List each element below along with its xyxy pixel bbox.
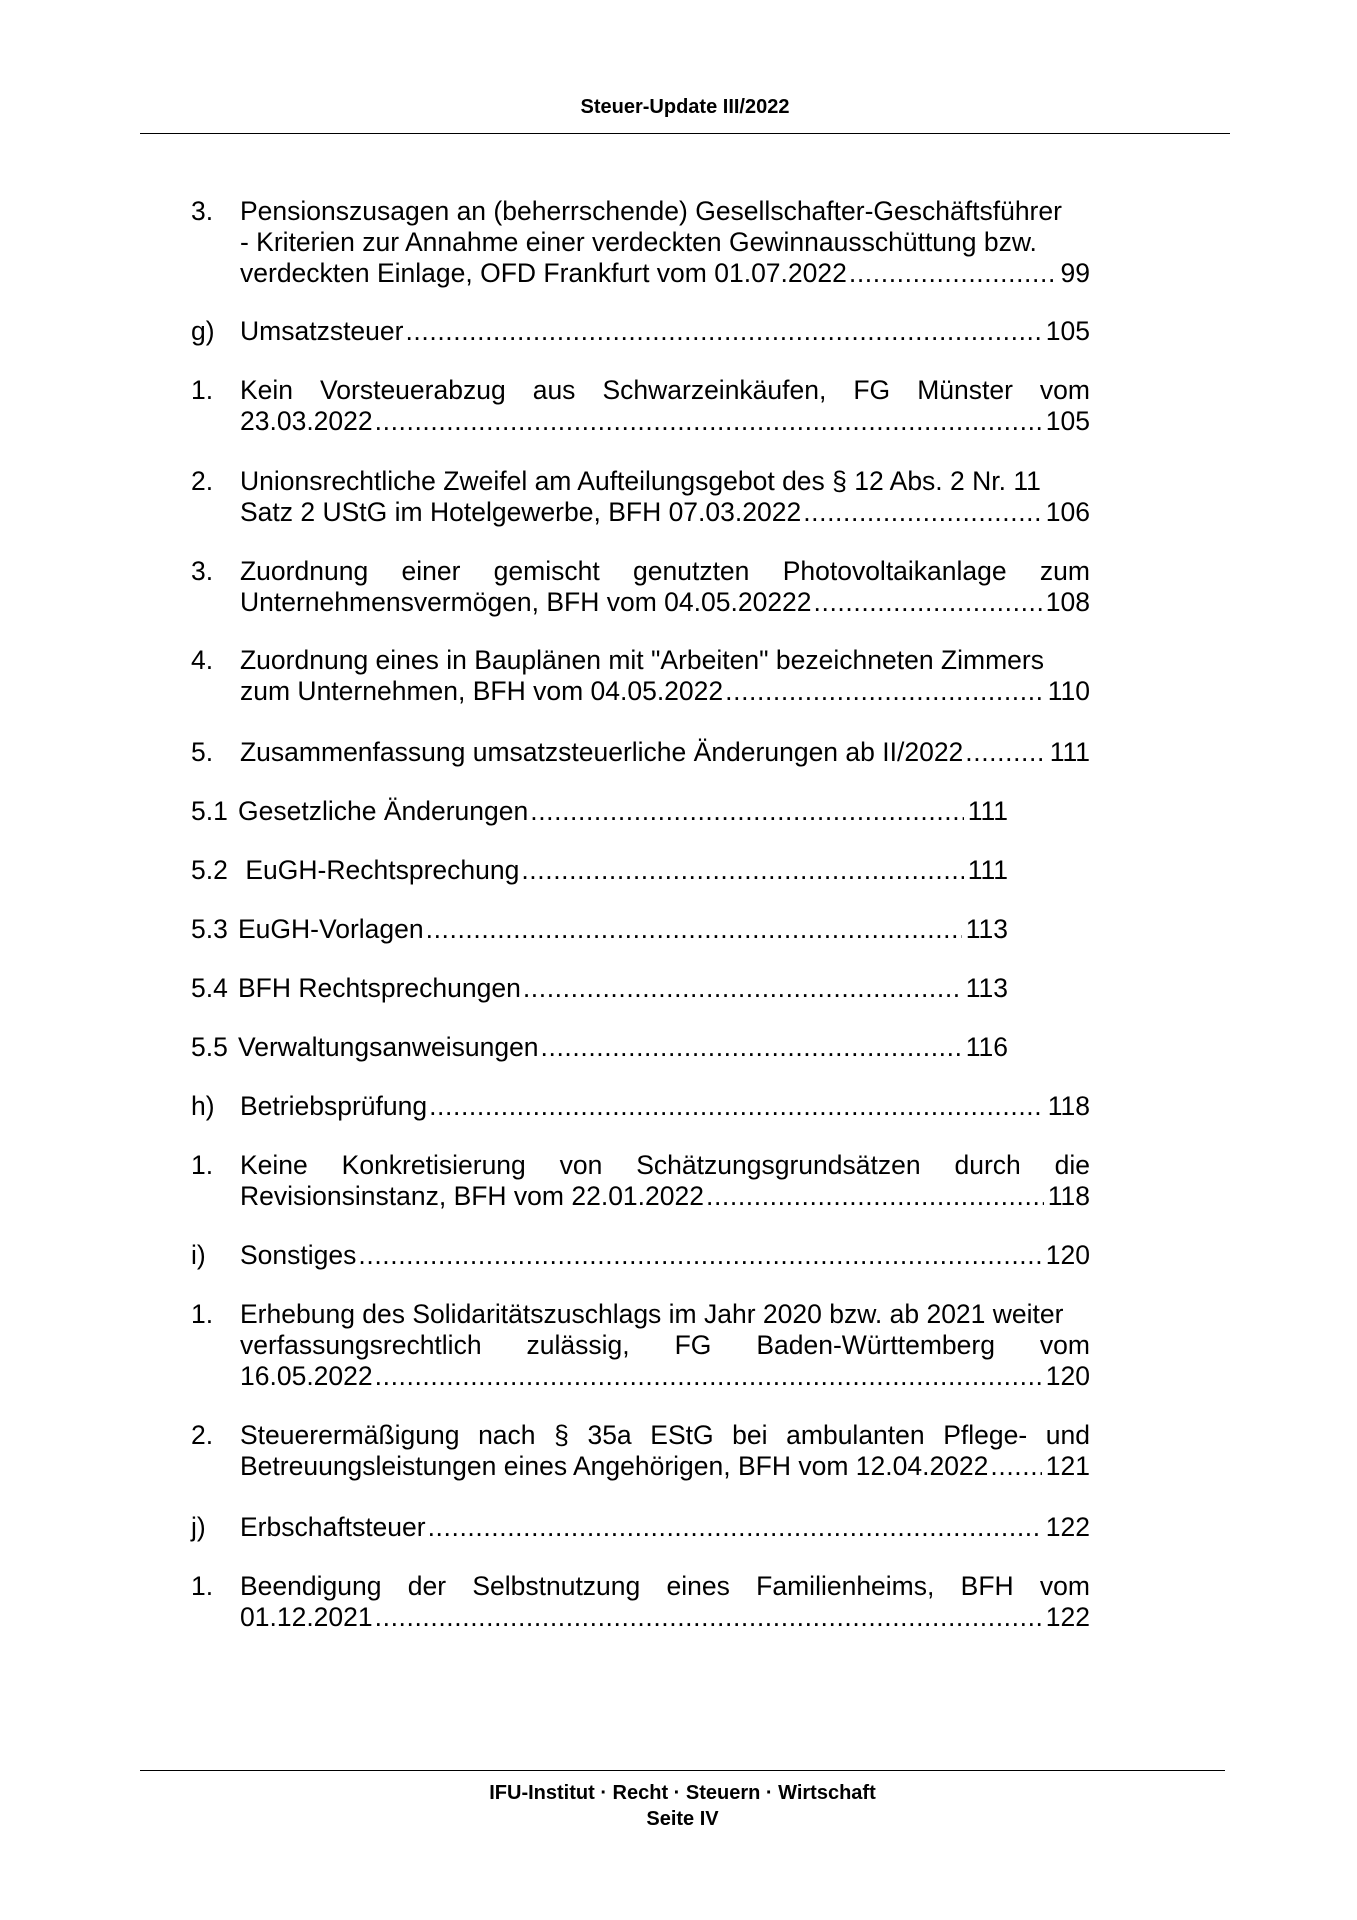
dot-leader [725,676,1044,707]
dot-leader [706,1181,1044,1212]
toc-entry-title: Erbschaftsteuer [240,1512,426,1542]
dot-leader [375,1602,1042,1633]
toc-entry-title: Unternehmensvermögen, BFH vom 04.05.20222 [240,587,812,617]
dot-leader [375,1361,1042,1392]
toc-entry-title: Betriebsprüfung [240,1091,428,1121]
toc-entry-number: 5.5 [191,1032,228,1062]
toc-page-number: 105 [1045,406,1090,436]
dot-leader [965,737,1045,768]
footer-institute: IFU-Institut · Recht · Steuern · Wirtschaft [489,1782,876,1804]
toc-entry-text-line: Zuordnung eines in Bauplänen mit "Arbeiten" bezeichneten Zimmers [240,645,1044,675]
toc-entry [191,1420,1215,1482]
toc-entry-title: 01.12.2021 [240,1602,373,1632]
toc-entry-number: 1. [191,375,214,405]
toc-page-number: 105 [1045,316,1090,346]
toc-entry [191,1240,1215,1271]
toc-page-number: 120 [1045,1240,1090,1270]
dot-leader [530,796,963,827]
toc-entry-title: Gesetzliche Änderungen [238,796,529,826]
toc-entry-title: verdeckten Einlage, OFD Frankfurt vom 01.07.2022 [240,258,847,288]
toc-page-number: 120 [1045,1361,1090,1391]
toc-entry-number: 5.2 [191,855,228,885]
toc-entry-title: 16.05.2022 [240,1361,373,1391]
toc-entry-text-line: Pensionszusagen an (beherrschende) Gesellschafter-Geschäftsführer [240,196,1062,226]
toc-entry-title: 23.03.2022 [240,406,373,436]
toc-entry-number: 4. [191,645,214,675]
dot-leader [358,1240,1041,1271]
toc-entry-title: Satz 2 UStG im Hotelgewerbe, BFH 07.03.2022 [240,497,802,527]
toc-entry [191,914,1215,945]
toc-entry-number: 1. [191,1299,214,1329]
toc-entry [191,556,1215,618]
toc-entry [191,796,1215,827]
footer-divider [140,1770,1225,1771]
toc-entry-number: g) [191,316,215,346]
toc-entry-text-line: Kein Vorsteuerabzug aus Schwarzeinkäufen, FG Münster vom [240,375,1090,405]
dot-leader [375,406,1042,437]
toc-page-number: 111 [1049,737,1090,767]
toc-entry [191,973,1215,1004]
dot-leader [990,1451,1041,1482]
header-divider [140,133,1230,134]
toc-page-number: 108 [1045,587,1090,617]
toc-entry-title: BFH Rechtsprechungen [238,973,521,1003]
toc-page-number: 121 [1045,1451,1090,1481]
toc-entry-title: EuGH-Rechtsprechung [238,855,520,885]
toc-entry-number: 5.4 [191,973,228,1003]
dot-leader [803,497,1042,528]
toc-entry-number: i) [191,1240,206,1270]
footer-page-label: Seite IV [646,1808,719,1830]
toc-entry-text-line: Unionsrechtliche Zweifel am Aufteilungsgebot des § 12 Abs. 2 Nr. 11 [240,466,1041,496]
toc-entry-title: Sonstiges [240,1240,357,1270]
toc-entry-text-line: verfassungsrechtlich zulässig, FG Baden-Württemberg vom [240,1330,1090,1360]
toc-entry-number: 1. [191,1150,214,1180]
toc-entry-text-line: - Kriterien zur Annahme einer verdeckten Gewinnausschüttung bzw. [240,227,1037,257]
toc-entry-title: Umsatzsteuer [240,316,404,346]
dot-leader [849,258,1057,289]
toc-page-number: 116 [965,1032,1008,1062]
toc-entry-title: EuGH-Vorlagen [238,914,424,944]
toc-entry [191,1091,1215,1122]
toc-entry-number: h) [191,1091,215,1121]
dot-leader [814,587,1042,618]
toc-page-number: 122 [1045,1602,1090,1632]
toc-entry [191,316,1215,347]
toc-entry-number: 2. [191,1420,214,1450]
toc-page-number: 111 [967,796,1008,826]
toc-entry [191,1512,1215,1543]
dot-leader [541,1032,962,1063]
dot-leader [523,973,962,1004]
toc-entry [191,1032,1215,1063]
dot-leader [426,914,962,945]
toc-entry [191,855,1215,886]
toc-entry-title: Betreuungsleistungen eines Angehörigen, BFH vom 12.04.2022 [240,1451,989,1481]
toc-entry [191,466,1215,528]
toc-entry [191,1299,1215,1392]
toc-entry-text-line: Beendigung der Selbstnutzung eines Familienheims, BFH vom [240,1571,1090,1601]
toc-page-number: 111 [967,855,1008,885]
toc-entry-text-line: Keine Konkretisierung von Schätzungsgrundsätzen durch die [240,1150,1090,1180]
toc-entry-text-line: Zuordnung einer gemischt genutzten Photovoltaikanlage zum [240,556,1090,586]
toc-page-number: 118 [1047,1091,1090,1121]
toc-page-number: 118 [1047,1181,1090,1211]
toc-entry-number: 5.1 [191,796,228,826]
toc-entry-number: 3. [191,556,214,586]
toc-page-number: 113 [965,914,1008,944]
toc-page-number: 99 [1060,258,1090,288]
toc-entry-number: 1. [191,1571,214,1601]
toc-entry-title: zum Unternehmen, BFH vom 04.05.2022 [240,676,724,706]
toc-entry [191,1571,1215,1633]
toc-entry-number: 2. [191,466,214,496]
toc-page-number: 106 [1045,497,1090,527]
dot-leader [521,855,963,886]
toc-entry-text-line: Erhebung des Solidaritätszuschlags im Jahr 2020 bzw. ab 2021 weiter [240,1299,1064,1329]
toc-page-number: 113 [965,973,1008,1003]
toc-entry [191,737,1215,768]
toc-entry-title: Zusammenfassung umsatzsteuerliche Änderungen ab II/2022 [240,737,964,767]
toc-entry-number: 3. [191,196,214,226]
toc-entry [191,645,1215,707]
toc-entry [191,196,1215,289]
toc-entry-text-line: Steuerermäßigung nach § 35a EStG bei ambulanten Pflege- und [240,1420,1090,1450]
toc-entry-title: Revisionsinstanz, BFH vom 22.01.2022 [240,1181,704,1211]
toc-page-number: 110 [1047,676,1090,706]
toc-entry-number: 5.3 [191,914,228,944]
toc-entry-number: j) [191,1512,206,1542]
toc-entry [191,375,1215,437]
toc-entry-title: Verwaltungsanweisungen [238,1032,539,1062]
dot-leader [405,316,1041,347]
toc-page-number: 122 [1045,1512,1090,1542]
page-header-title: Steuer-Update III/2022 [580,96,790,118]
toc-entry-number: 5. [191,737,214,767]
dot-leader [428,1512,1042,1543]
toc-entry [191,1150,1215,1212]
dot-leader [429,1091,1044,1122]
